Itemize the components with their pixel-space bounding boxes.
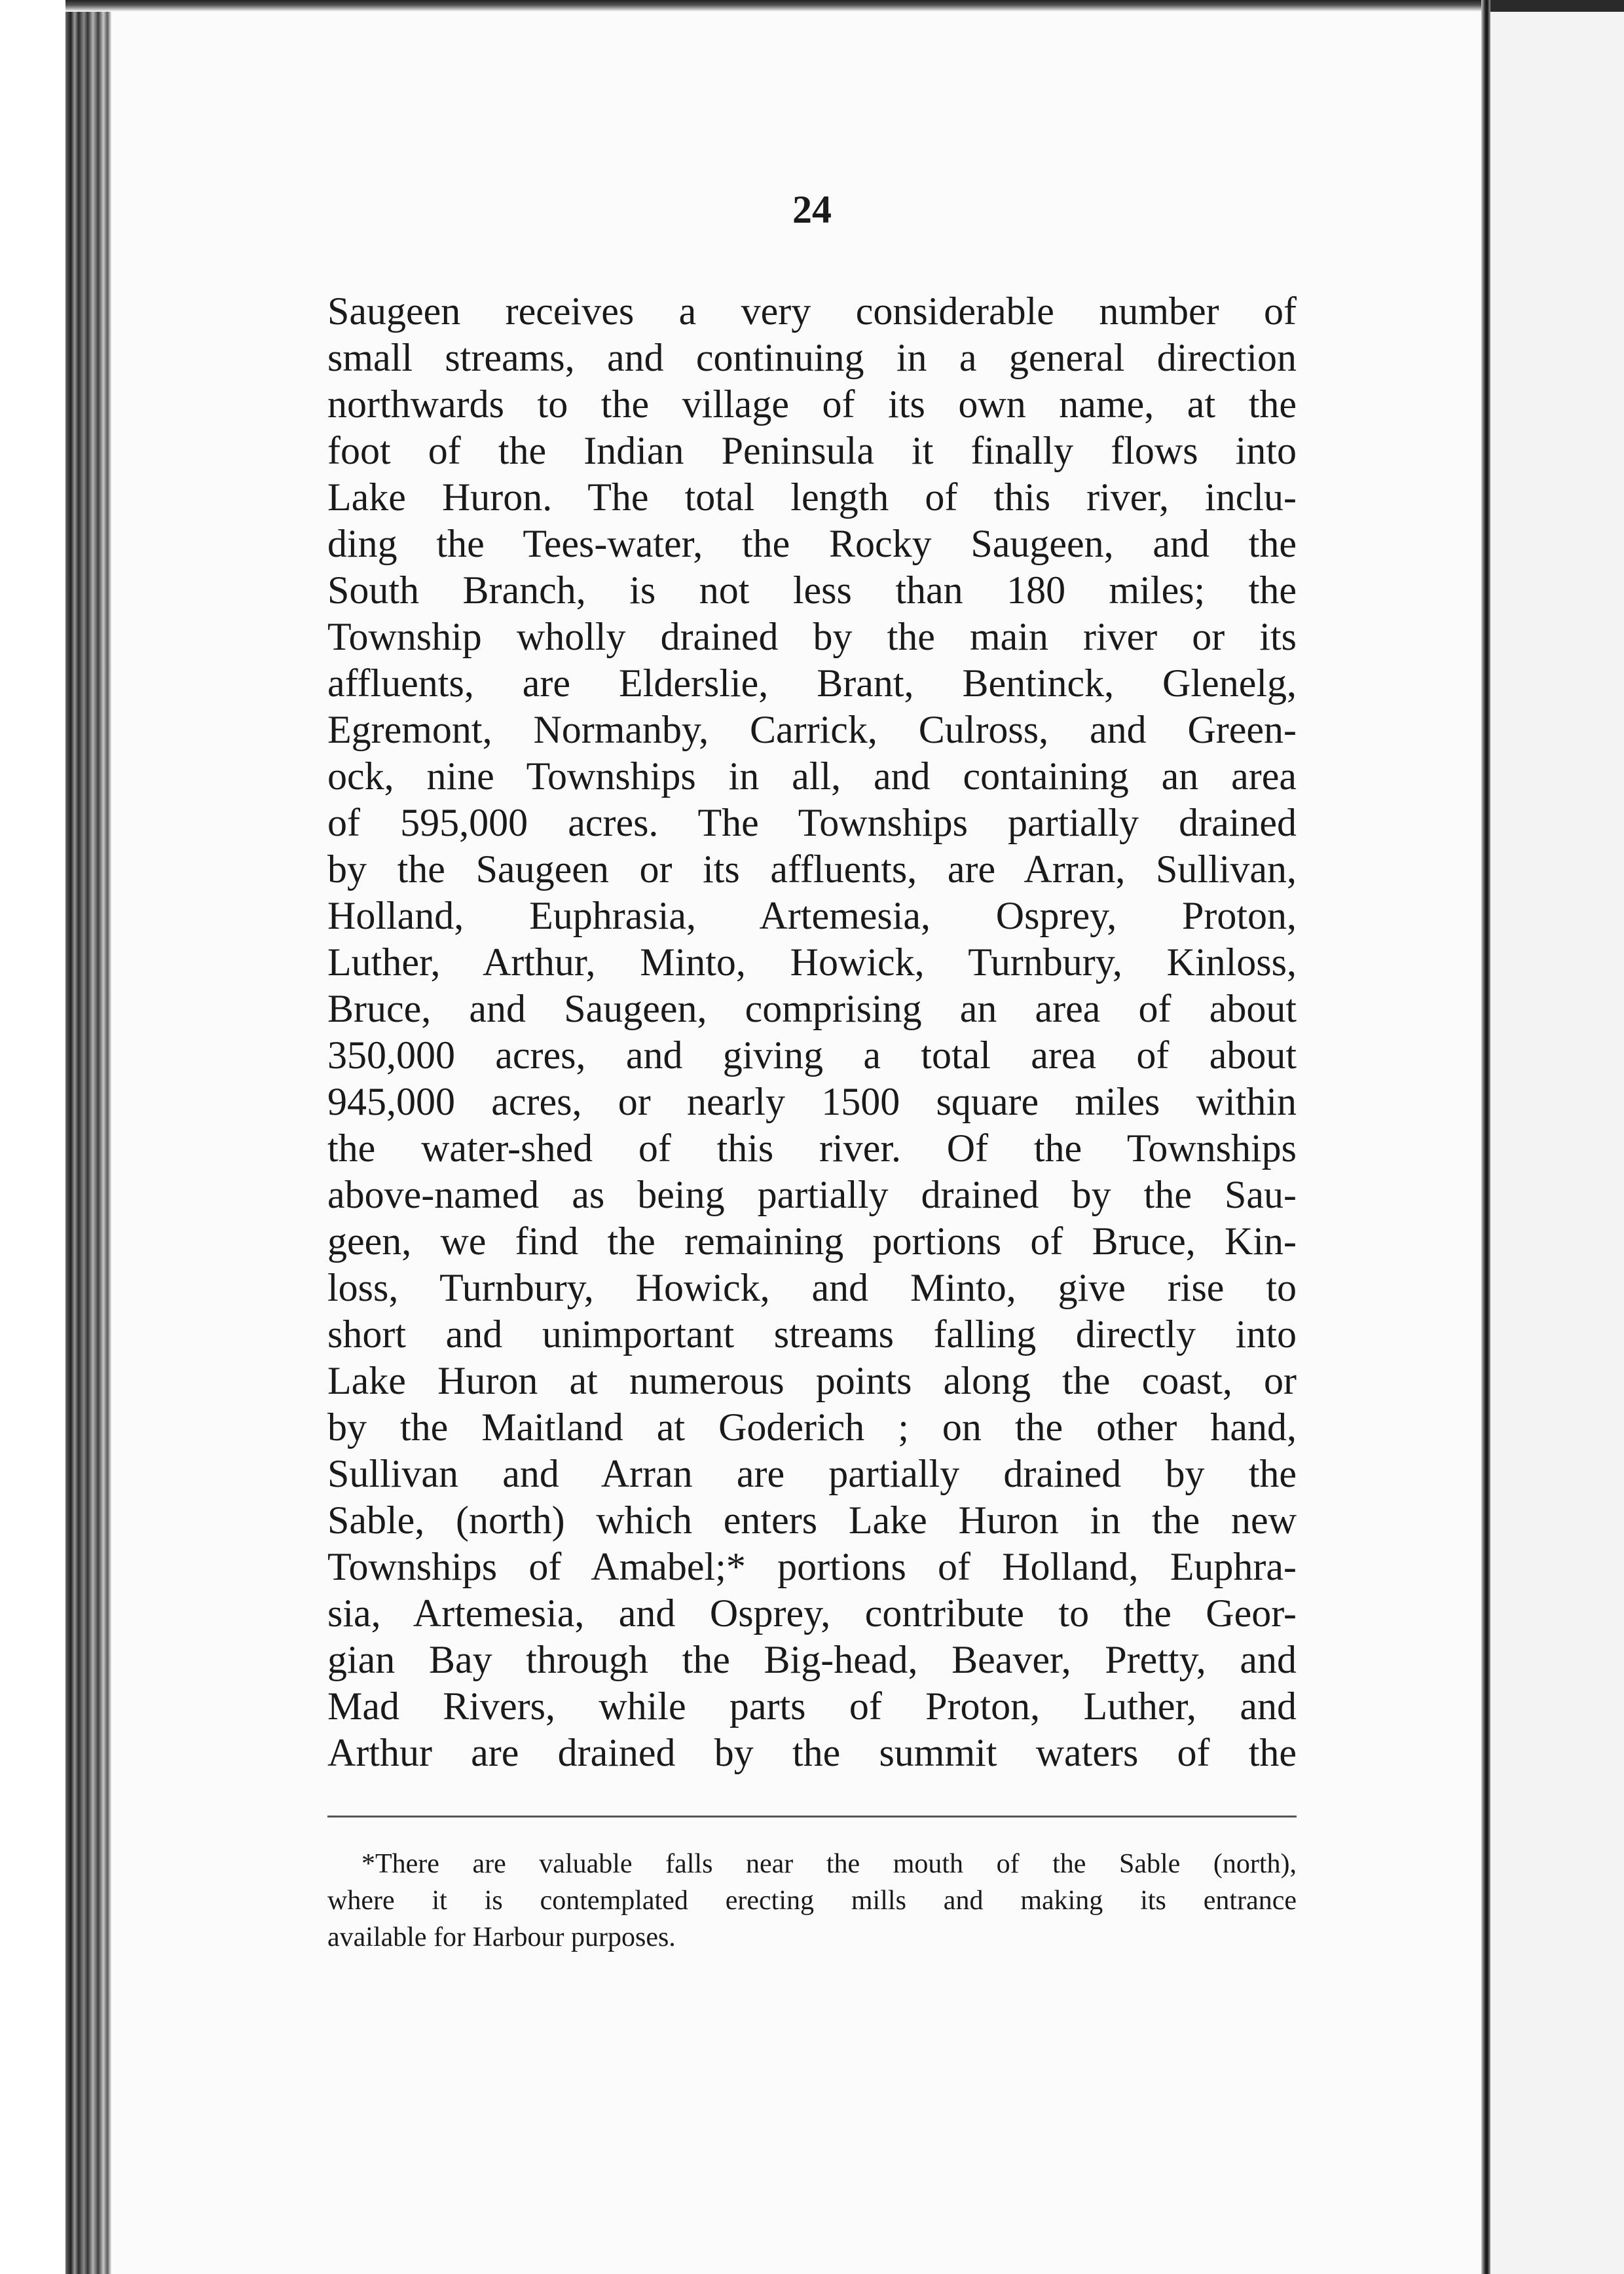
body-line: Egremont, Normanby, Carrick, Culross, and Green-	[327, 708, 1297, 751]
body-line: 350,000 acres, and giving a total area of about	[327, 1034, 1297, 1077]
next-page-top-edge	[1490, 0, 1624, 12]
footnote-line: where it is contemplated erecting mills and making its entrance	[327, 1886, 1297, 1916]
body-line: above-named as being partially drained by the Sau-	[327, 1173, 1297, 1216]
body-line: by the Maitland at Goderich ; on the other hand,	[327, 1406, 1297, 1449]
body-line: Bruce, and Saugeen, comprising an area of about	[327, 987, 1297, 1030]
body-line: Township wholly drained by the main river or its	[327, 615, 1297, 658]
body-line: the water-shed of this river. Of the Townships	[327, 1127, 1297, 1170]
body-line: Sullivan and Arran are partially drained by the	[327, 1452, 1297, 1495]
footnote	[327, 1846, 1297, 1956]
body-line: by the Saugeen or its affluents, are Arran, Sullivan,	[327, 848, 1297, 891]
body-line: 945,000 acres, or nearly 1500 square miles within	[327, 1080, 1297, 1123]
footnote-line: available for Harbour purposes.	[327, 1922, 676, 1952]
body-line: loss, Turnbury, Howick, and Minto, give rise to	[327, 1266, 1297, 1309]
body-line: Holland, Euphrasia, Artemesia, Osprey, Proton,	[327, 894, 1297, 937]
footnote-line: *There are valuable falls near the mouth of the Sable (north),	[361, 1849, 1297, 1879]
body-line: foot of the Indian Peninsula it finally flows into	[327, 429, 1297, 472]
body-line: Saugeen receives a very considerable number of	[327, 289, 1297, 333]
body-line: Arthur are drained by the summit waters of the	[327, 1731, 1297, 1774]
body-text	[327, 288, 1297, 1776]
body-line: gian Bay through the Big-head, Beaver, Pretty, and	[327, 1638, 1297, 1681]
body-line: affluents, are Elderslie, Brant, Bentinck, Glenelg,	[327, 662, 1297, 705]
body-line: Lake Huron at numerous points along the coast, or	[327, 1359, 1297, 1402]
scan-top-edge	[65, 0, 1545, 12]
page-number: 24	[792, 188, 832, 231]
page-edge	[1481, 0, 1490, 2274]
body-line: northwards to the village of its own name, at the	[327, 382, 1297, 426]
body-line: short and unimportant streams falling directly into	[327, 1313, 1297, 1356]
body-line: of 595,000 acres. The Townships partially drained	[327, 801, 1297, 844]
body-line: Mad Rivers, while parts of Proton, Luther, and	[327, 1685, 1297, 1728]
body-line: Sable, (north) which enters Lake Huron in the new	[327, 1499, 1297, 1542]
body-line: Lake Huron. The total length of this river, inclu-	[327, 475, 1297, 519]
footnote-divider	[327, 1816, 1297, 1817]
body-line: small streams, and continuing in a general direction	[327, 336, 1297, 379]
body-line: ding the Tees-water, the Rocky Saugeen, and the	[327, 522, 1297, 565]
body-line: geen, we find the remaining portions of Bruce, Kin-	[327, 1220, 1297, 1263]
body-line: ock, nine Townships in all, and containing an area	[327, 755, 1297, 798]
next-page-sliver	[1490, 12, 1624, 2274]
body-line: South Branch, is not less than 180 miles; the	[327, 568, 1297, 612]
book-binding	[65, 0, 111, 2274]
body-line: sia, Artemesia, and Osprey, contribute to the Geor-	[327, 1592, 1297, 1635]
body-line: Townships of Amabel;* portions of Holland, Euphra-	[327, 1545, 1297, 1588]
scan-margin	[0, 0, 65, 2274]
body-line: Luther, Arthur, Minto, Howick, Turnbury, Kinloss,	[327, 941, 1297, 984]
